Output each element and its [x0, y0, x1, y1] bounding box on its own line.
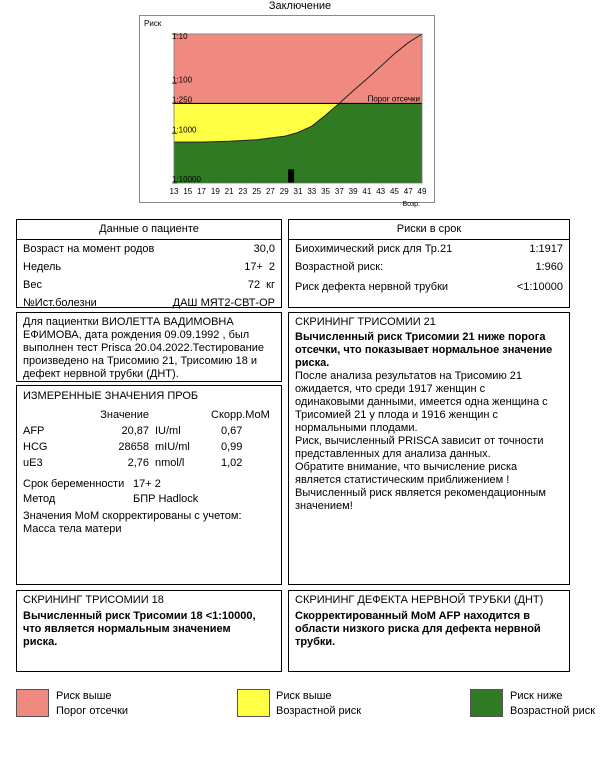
- patient-row-value: [173, 294, 275, 312]
- patient-note-line: Для пациентки ВИОЛЕТТА ВАДИМОВНА: [23, 316, 234, 328]
- patient-row-label: Возраст на момент родов: [23, 243, 155, 255]
- x-tick-label: 35: [321, 187, 331, 196]
- patient-risk-marker: [288, 169, 294, 183]
- t21-explanation-line: Риск, вычисленный PRISCA зависит от точности: [295, 435, 544, 447]
- y-axis-label: Риск: [144, 19, 162, 28]
- ntd-conclusion-line: Скорректированный MoM AFP находится в: [295, 610, 530, 622]
- patient-row: [17, 240, 281, 258]
- t21-conclusion-line: риска.: [295, 357, 330, 369]
- t18-panel: [16, 590, 282, 672]
- t21-explanation-line: Трисомией 21 у плода и 1916 женщин с: [295, 409, 499, 421]
- measured-name: AFP: [23, 425, 45, 437]
- patient-note-line: ЕФИМОВА, дата рождения 09.09.1992 , был: [23, 329, 250, 341]
- x-tick-label: 37: [334, 187, 344, 196]
- y-tick-label: 1:10: [172, 32, 188, 41]
- legend-below-line1: Риск ниже: [510, 690, 563, 702]
- y-tick-label: 1:10000: [172, 175, 201, 184]
- patient-value-number: ДАШ МЯТ2-СВТ-ОР: [172, 297, 275, 309]
- measured-unit: mIU/ml: [155, 441, 190, 453]
- t21-panel: [288, 312, 570, 585]
- risk-rows: [289, 240, 569, 296]
- t21-explanation-line: нормальными плодами.: [295, 422, 418, 434]
- x-tick-label: 41: [362, 187, 372, 196]
- patient-row-label: Недель: [23, 261, 62, 273]
- patient-note: [17, 313, 281, 384]
- patient-note-line: дефект нервной трубки (ДНТ).: [23, 368, 179, 380]
- t21-explanation-line: представленных для анализа данных.: [295, 448, 491, 460]
- measured-mom: 0,99: [221, 441, 243, 453]
- risk-row: [289, 258, 569, 276]
- risk-row: [289, 278, 569, 296]
- risk-row: [289, 240, 569, 258]
- risk-row-value: 1:1917: [529, 243, 563, 255]
- measured-name: uE3: [23, 457, 43, 469]
- legend-text-below: [510, 689, 595, 719]
- risk-row-value: <1:10000: [516, 281, 563, 293]
- risk-row-label: Биохимический риск для Тр.21: [295, 243, 453, 255]
- col-value-header: Значение: [100, 409, 149, 421]
- x-tick-label: 25: [252, 187, 262, 196]
- method-label: Метод: [23, 493, 56, 505]
- measured-value: 2,76: [127, 457, 149, 469]
- patient-row: [17, 258, 281, 276]
- x-tick-label: 19: [210, 187, 220, 196]
- t21-conclusion-line: Вычисленный риск Трисомии 21 ниже порога: [295, 331, 546, 343]
- legend-cutoff-line1: Риск выше: [56, 690, 112, 702]
- col-mom-header: Скорр.MoM: [211, 409, 270, 421]
- x-tick-label: 17: [197, 187, 207, 196]
- ntd-conclusion-line: трубки.: [295, 636, 336, 648]
- measured-row: [23, 423, 271, 439]
- legend-age-line1: Риск выше: [276, 690, 332, 702]
- report-title: Заключение: [268, 0, 332, 12]
- patient-row-label: №Ист.болезни: [23, 297, 97, 309]
- x-tick-label: 31: [293, 187, 303, 196]
- t21-explanation-line: ожидается, что среди 1917 женщин с: [295, 383, 486, 395]
- patient-row: [17, 294, 281, 312]
- t21-explanation-line: одинаковыми данными, имеется одна женщина с: [295, 396, 548, 408]
- t21-explanation-line: является статистическим приближением !: [295, 474, 510, 486]
- patient-note-panel: [16, 312, 282, 382]
- gest-value: 17+ 2: [133, 478, 161, 490]
- above-cutoff-zone: [174, 34, 422, 103]
- patient-note-line: произведено на Трисомию 21, Трисомию 18 и: [23, 355, 258, 367]
- measured-unit: nmol/l: [155, 457, 185, 469]
- risk-chart: [139, 15, 435, 208]
- patient-row-label: Вес: [23, 279, 42, 291]
- measured-value: 28658: [118, 441, 149, 453]
- t21-explanation-line: Обратите внимание, что вычисление риска: [295, 461, 518, 473]
- measured-row: [23, 439, 271, 455]
- patient-value-number: 72: [247, 279, 261, 291]
- x-tick-label: 45: [389, 187, 399, 196]
- patient-value-number: 30,0: [253, 243, 275, 255]
- measured-mom: 1,02: [221, 457, 243, 469]
- ntd-panel: [288, 590, 570, 672]
- t21-conclusion-line: отсечки, что показывает нормальное значение: [295, 344, 553, 356]
- x-tick-label: 43: [376, 187, 386, 196]
- y-tick-label: 1:100: [172, 75, 193, 85]
- ntd-header: СКРИНИНГ ДЕФЕКТА НЕРВНОЙ ТРУБКИ (ДНТ): [295, 594, 544, 606]
- risk-row-label: Риск дефекта нервной трубки: [295, 281, 449, 293]
- ntd-conclusion: [295, 610, 563, 649]
- t18-conclusion-line: риска.: [23, 636, 58, 648]
- gest-label: Срок беременности: [23, 478, 125, 490]
- corr-line1: Значения MoM скорректированы с учетом:: [23, 510, 242, 522]
- patient-data-header: Данные о пациенте: [17, 220, 281, 240]
- patient-data-panel: [16, 219, 282, 308]
- t18-conclusion-line: Вычисленный риск Трисомии 18 <1:10000,: [23, 610, 256, 622]
- legend-age-line2: Возрастной риск: [276, 705, 362, 717]
- risk-row-value: 1:960: [535, 261, 563, 273]
- x-tick-label: 23: [238, 187, 248, 196]
- risk-row-label: Возрастной риск:: [295, 261, 384, 273]
- y-tick-label: 1:1000: [172, 125, 197, 135]
- x-tick-label: 15: [183, 187, 193, 196]
- x-tick-label: 49: [417, 187, 427, 196]
- risks-panel: [288, 219, 570, 308]
- t21-explanation-line: значением!: [295, 500, 353, 512]
- method-value: БПР Hadlock: [133, 493, 199, 505]
- legend-text-age: [276, 689, 361, 719]
- patient-note-line: выполнен тест Prisca 20.04.2022.Тестирование: [23, 342, 264, 354]
- legend-swatch-below: [470, 689, 503, 717]
- patient-row-value: [248, 276, 275, 294]
- x-tick-label: 27: [265, 187, 275, 196]
- measured-row: [23, 455, 271, 471]
- x-tick-label: 13: [169, 187, 179, 196]
- risk-chart-svg: [140, 16, 434, 208]
- patient-row-value: [254, 240, 275, 258]
- measured-name: HCG: [23, 441, 48, 453]
- patient-row-value: [244, 258, 275, 276]
- patient-row: [17, 276, 281, 294]
- measured-mom: 0,67: [221, 425, 243, 437]
- risks-header: Риски в срок: [289, 220, 569, 240]
- legend-cutoff-line2: Порог отсечки: [56, 705, 129, 717]
- patient-value-number: 17+: [244, 261, 263, 273]
- t21-explanation-line: После анализа результатов на Трисомию 21: [295, 370, 522, 382]
- legend-text-cutoff: [56, 689, 128, 719]
- measured-unit: IU/ml: [155, 425, 181, 437]
- legend-swatch-age: [237, 689, 270, 717]
- patient-value-unit: кг: [266, 279, 275, 291]
- measured-table: [23, 407, 271, 471]
- t21-explanation-line: Вычисленный риск является рекомендационным: [295, 487, 546, 499]
- cutoff-label: Порог отсечки: [367, 94, 420, 104]
- x-tick-label: 29: [279, 187, 289, 196]
- t18-conclusion-line: что является нормальным значением: [23, 623, 231, 635]
- patient-value-unit: 2: [268, 261, 275, 273]
- corr-line2: Масса тела матери: [23, 523, 122, 535]
- t18-header: СКРИНИНГ ТРИСОМИИ 18: [23, 594, 164, 606]
- measured-panel: [16, 385, 282, 585]
- legend-swatch-cutoff: [16, 689, 49, 717]
- t18-conclusion: [23, 610, 275, 649]
- y-tick-label: 1:250: [172, 95, 193, 105]
- x-tick-label: 39: [348, 187, 358, 196]
- legend-below-line2: Возрастной риск: [510, 705, 596, 717]
- x-tick-label: 33: [307, 187, 317, 196]
- patient-rows: [17, 240, 281, 312]
- measured-header: ИЗМЕРЕННЫЕ ЗНАЧЕНИЯ ПРОБ: [23, 390, 199, 402]
- x-tick-label: 21: [224, 187, 234, 196]
- x-axis-label: Возр.: [402, 201, 420, 208]
- t21-header: СКРИНИНГ ТРИСОМИИ 21: [295, 316, 436, 328]
- x-tick-label: 47: [403, 187, 413, 196]
- t21-explanation: [295, 370, 563, 513]
- t21-conclusion: [295, 331, 563, 370]
- measured-value: 20,87: [121, 425, 149, 437]
- ntd-conclusion-line: области низкого риска для дефекта нервной: [295, 623, 541, 635]
